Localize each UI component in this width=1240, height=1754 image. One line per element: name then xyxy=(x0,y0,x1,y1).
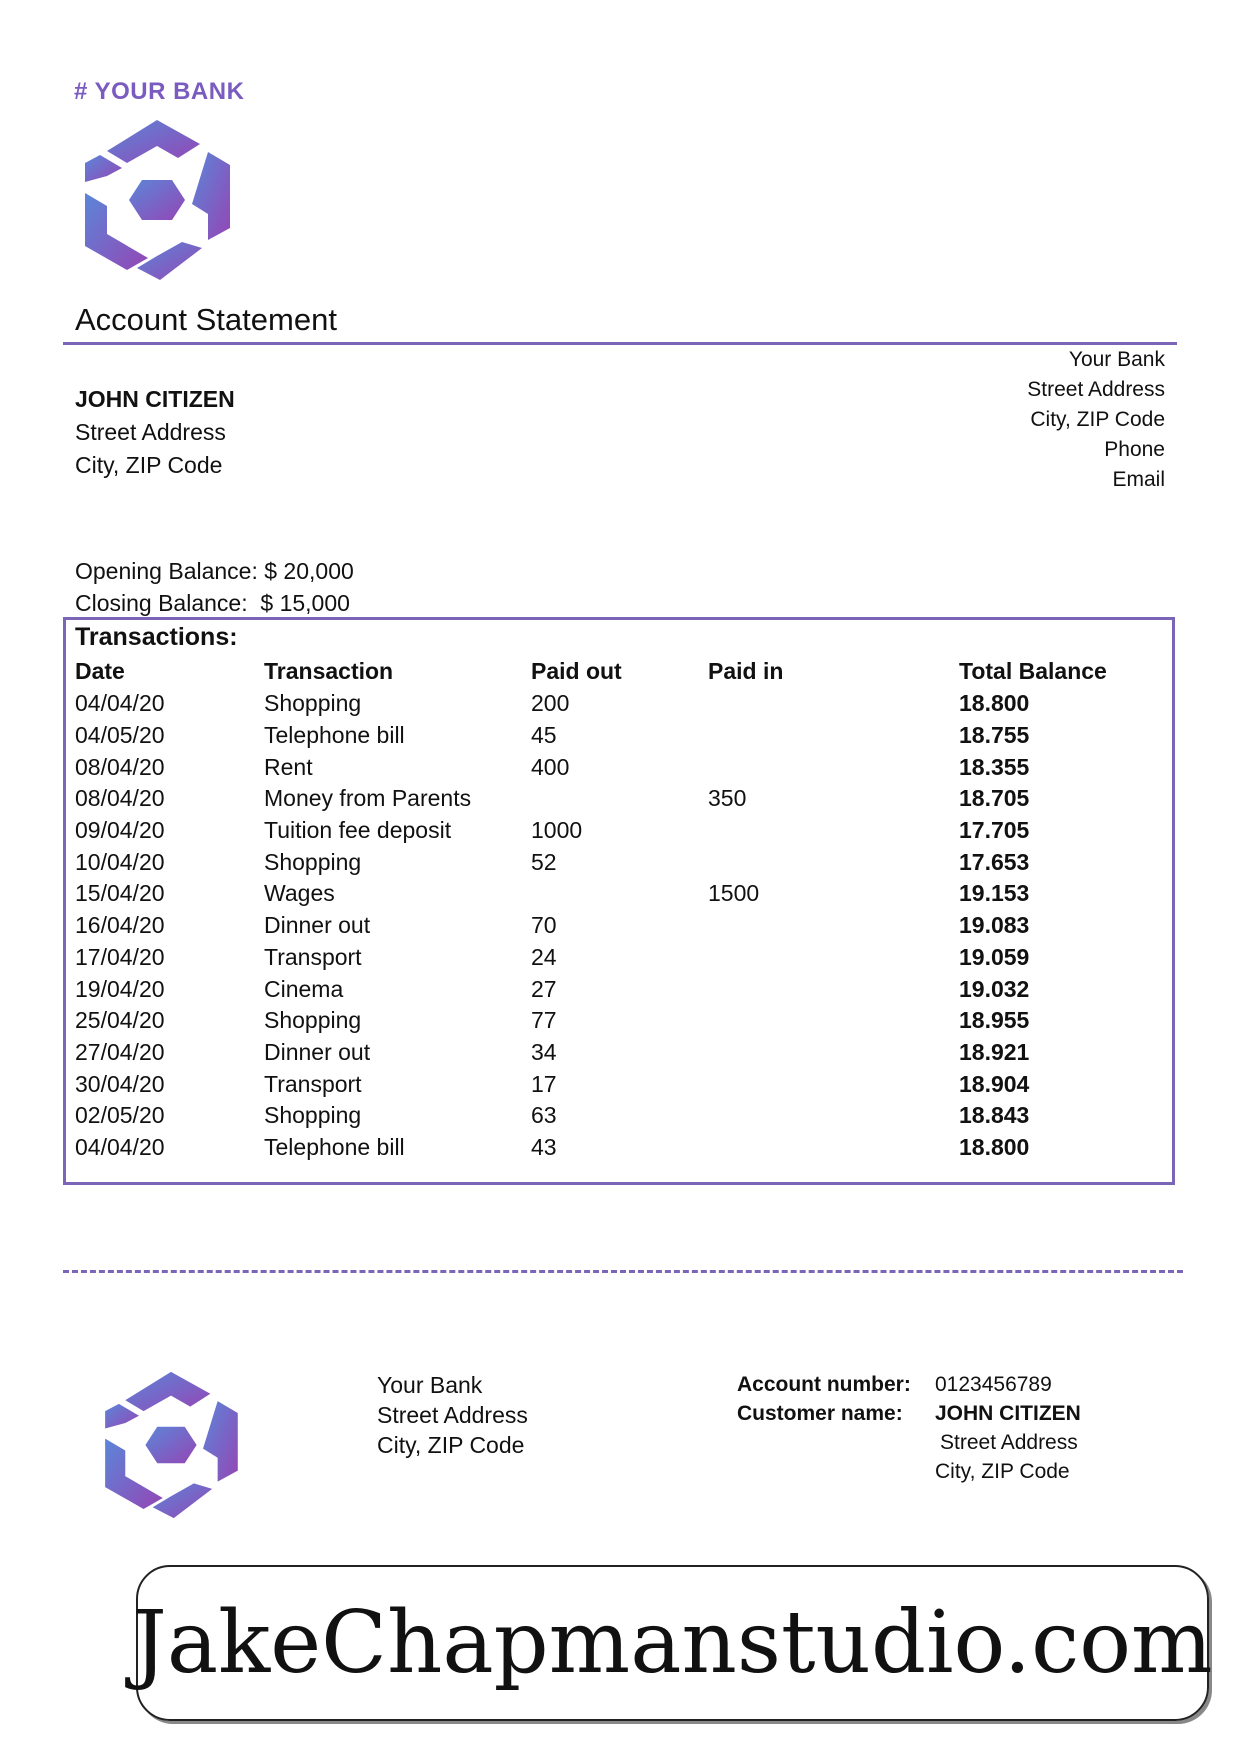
bank-name: Your Bank xyxy=(1068,348,1165,371)
cell-paid-out: 34 xyxy=(531,1038,557,1065)
transactions-table xyxy=(75,655,1139,1163)
table-row xyxy=(75,942,1139,974)
cell-total-balance: 18.955 xyxy=(959,1007,1030,1034)
cell-date: 30/04/20 xyxy=(75,1070,165,1097)
customer-city-value: City, ZIP Code xyxy=(935,1460,1070,1483)
table-row xyxy=(75,973,1139,1005)
table-row xyxy=(75,1005,1139,1037)
cell-transaction: Shopping xyxy=(264,1007,362,1034)
cell-paid-in xyxy=(708,1100,959,1132)
cell-transaction: Transport xyxy=(264,943,362,970)
cell-paid-in xyxy=(708,942,959,974)
cell-total-balance: 17.653 xyxy=(959,848,1030,875)
table-row xyxy=(75,783,1139,815)
cell-total-balance: 19.153 xyxy=(959,880,1030,907)
cell-transaction: Cinema xyxy=(264,975,344,1002)
cell-total-balance: 18.800 xyxy=(959,1133,1030,1160)
customer-name-label: Customer name: xyxy=(737,1402,903,1425)
cell-date: 04/04/20 xyxy=(75,1133,165,1160)
cell-date: 04/05/20 xyxy=(75,722,165,749)
transactions-heading: Transactions: xyxy=(75,623,238,651)
cell-date: 16/04/20 xyxy=(75,912,165,939)
tear-off-divider xyxy=(63,1270,1183,1273)
cell-total-balance: 19.032 xyxy=(959,975,1030,1002)
cell-transaction: Telephone bill xyxy=(264,722,405,749)
bank-phone: Phone xyxy=(1104,438,1165,461)
column-header-transaction: Transaction xyxy=(264,658,394,684)
cell-paid-in xyxy=(708,688,959,720)
cell-paid-out: 17 xyxy=(531,1070,557,1097)
cell-paid-in xyxy=(708,1037,959,1069)
cell-date: 19/04/20 xyxy=(75,975,165,1002)
footer-bank-address xyxy=(377,1370,528,1460)
cell-total-balance: 18.705 xyxy=(959,785,1030,812)
cell-total-balance: 18.904 xyxy=(959,1070,1030,1097)
opening-balance: Opening Balance: $ 20,000 xyxy=(75,558,354,584)
bank-address-block xyxy=(1027,345,1165,495)
cell-date: 08/04/20 xyxy=(75,785,165,812)
cell-paid-in: 350 xyxy=(708,785,747,812)
cell-paid-out: 24 xyxy=(531,943,557,970)
table-row xyxy=(75,1100,1139,1132)
cell-transaction: Tuition fee deposit xyxy=(264,817,452,844)
cell-transaction: Shopping xyxy=(264,1102,362,1129)
cell-total-balance: 18.355 xyxy=(959,753,1030,780)
cell-total-balance: 17.705 xyxy=(959,817,1030,844)
cell-paid-in xyxy=(708,1132,959,1164)
cell-paid-out: 400 xyxy=(531,753,570,780)
hexagon-logo-icon xyxy=(102,1370,240,1520)
cell-paid-in: 1500 xyxy=(708,880,760,907)
footer-bank-street: Street Address xyxy=(377,1402,528,1428)
cell-paid-out: 77 xyxy=(531,1007,557,1034)
title-divider xyxy=(63,342,1177,345)
cell-date: 25/04/20 xyxy=(75,1007,165,1034)
footer-account-values xyxy=(935,1370,1081,1486)
cell-paid-out: 45 xyxy=(531,722,557,749)
cell-transaction: Money from Parents xyxy=(264,785,472,812)
cell-date: 27/04/20 xyxy=(75,1038,165,1065)
table-row xyxy=(75,878,1139,910)
cell-date: 17/04/20 xyxy=(75,943,165,970)
transactions-body xyxy=(75,688,1139,1163)
column-header-paid-out: Paid out xyxy=(531,658,622,684)
cell-paid-in xyxy=(708,815,959,847)
customer-street-value: Street Address xyxy=(940,1431,1078,1454)
cell-total-balance: 18.921 xyxy=(959,1038,1030,1065)
cell-date: 04/04/20 xyxy=(75,690,165,717)
cell-paid-in xyxy=(708,973,959,1005)
account-number-value: 0123456789 xyxy=(935,1373,1052,1396)
cell-date: 15/04/20 xyxy=(75,880,165,907)
customer-name-value: JOHN CITIZEN xyxy=(935,1402,1081,1425)
cell-paid-in xyxy=(708,846,959,878)
cell-paid-in xyxy=(708,1005,959,1037)
cell-total-balance: 19.059 xyxy=(959,943,1030,970)
footer-bank-name: Your Bank xyxy=(377,1372,483,1398)
cell-date: 02/05/20 xyxy=(75,1102,165,1129)
table-row xyxy=(75,1068,1139,1100)
footer-account-labels xyxy=(737,1370,911,1428)
cell-transaction: Rent xyxy=(264,753,313,780)
balance-summary xyxy=(75,555,354,619)
cell-transaction: Telephone bill xyxy=(264,1133,405,1160)
customer-name: JOHN CITIZEN xyxy=(75,386,235,412)
cell-paid-in xyxy=(708,1068,959,1100)
account-number-label: Account number: xyxy=(737,1373,911,1396)
cell-total-balance: 18.755 xyxy=(959,722,1030,749)
table-row xyxy=(75,688,1139,720)
cell-date: 10/04/20 xyxy=(75,848,165,875)
cell-total-balance: 18.843 xyxy=(959,1102,1030,1129)
cell-transaction: Wages xyxy=(264,880,335,907)
cell-paid-out xyxy=(531,783,708,815)
cell-paid-out xyxy=(531,878,708,910)
cell-paid-out: 200 xyxy=(531,690,570,717)
cell-transaction: Dinner out xyxy=(264,1038,371,1065)
table-row xyxy=(75,751,1139,783)
customer-address-block xyxy=(75,383,235,482)
cell-transaction: Transport xyxy=(264,1070,362,1097)
cell-paid-out: 1000 xyxy=(531,817,583,844)
watermark-banner: JakeChapmanstudio.com xyxy=(136,1565,1209,1721)
table-row xyxy=(75,910,1139,942)
table-row xyxy=(75,720,1139,752)
bank-email: Email xyxy=(1112,468,1165,491)
document-title: Account Statement xyxy=(75,302,337,337)
table-row xyxy=(75,1132,1139,1164)
hexagon-logo-icon xyxy=(82,118,232,282)
cell-paid-out: 43 xyxy=(531,1133,557,1160)
cell-paid-in xyxy=(708,910,959,942)
closing-balance: Closing Balance: $ 15,000 xyxy=(75,590,350,616)
table-row xyxy=(75,846,1139,878)
cell-total-balance: 18.800 xyxy=(959,690,1030,717)
table-row xyxy=(75,815,1139,847)
cell-transaction: Shopping xyxy=(264,690,362,717)
table-row xyxy=(75,1037,1139,1069)
bank-city: City, ZIP Code xyxy=(1030,408,1165,431)
customer-city: City, ZIP Code xyxy=(75,452,223,478)
cell-total-balance: 19.083 xyxy=(959,912,1030,939)
column-header-date: Date xyxy=(75,658,125,684)
cell-date: 08/04/20 xyxy=(75,753,165,780)
cell-transaction: Shopping xyxy=(264,848,362,875)
column-header-total-balance: Total Balance xyxy=(959,658,1107,684)
customer-street: Street Address xyxy=(75,419,226,445)
cell-paid-out: 70 xyxy=(531,912,557,939)
cell-paid-out: 27 xyxy=(531,975,557,1002)
cell-paid-out: 52 xyxy=(531,848,557,875)
column-header-paid-in: Paid in xyxy=(708,658,784,684)
cell-paid-in xyxy=(708,751,959,783)
cell-paid-out: 63 xyxy=(531,1102,557,1129)
cell-transaction: Dinner out xyxy=(264,912,371,939)
table-header-row xyxy=(75,655,1139,688)
bank-street: Street Address xyxy=(1027,378,1165,401)
footer-bank-city: City, ZIP Code xyxy=(377,1432,525,1458)
cell-date: 09/04/20 xyxy=(75,817,165,844)
bank-brand-title: # YOUR BANK xyxy=(74,78,245,105)
cell-paid-in xyxy=(708,720,959,752)
